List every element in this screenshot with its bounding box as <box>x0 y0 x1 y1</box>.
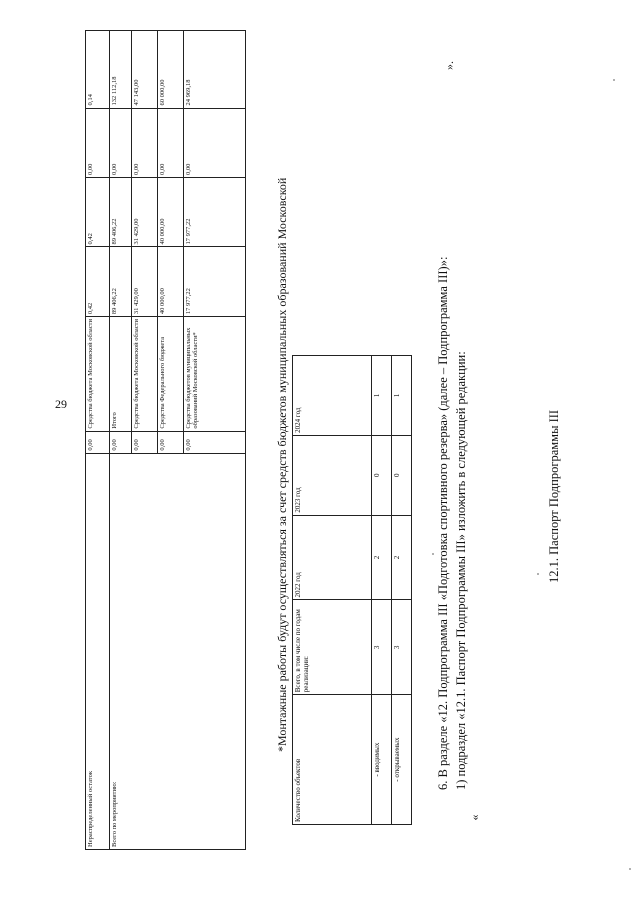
table-cell: 0,00 <box>158 431 184 453</box>
section-heading: 12.1. Паспорт Подпрограммы III <box>547 409 561 583</box>
table-row <box>371 356 391 825</box>
table-cell: 0,00 <box>86 431 110 453</box>
table-cell: 89 406,22 <box>110 177 132 247</box>
table-row <box>391 356 411 825</box>
table-cell: 24 969,18 <box>184 31 246 109</box>
table-cell: 0,00 <box>86 108 110 177</box>
scan-speck <box>537 573 539 575</box>
table-cell: 0,00 <box>110 431 132 453</box>
table-cell: Средства бюджета Московской области <box>86 317 110 432</box>
table-cell: 89 406,22 <box>110 247 132 317</box>
table-cell: Итого <box>110 317 132 432</box>
scan-speck <box>629 868 631 870</box>
table-cell: 0,42 <box>86 247 110 317</box>
section6-line1: 6. В разделе «12. Подпрограмма III «Подготовка спортивного резерва» (далее – Подпрограмма III)»: <box>436 256 450 790</box>
table-cell: - открываемых <box>391 695 411 825</box>
table-header: 2024 год <box>293 356 372 436</box>
table-cell: 3 <box>391 600 411 695</box>
budget-table-block <box>85 30 246 850</box>
table-cell: - вводимых <box>371 695 391 825</box>
objects-table <box>292 355 412 825</box>
footnote: *Монтажные работы будут осуществляться за счет средств бюджетов муниципальных образований Московской <box>275 177 289 752</box>
table-cell: 2 <box>391 515 411 600</box>
table-header-row <box>293 356 372 825</box>
table-cell: 0 <box>391 435 411 515</box>
scan-speck <box>613 79 615 81</box>
table-cell: 0 <box>371 435 391 515</box>
table-header: 2022 год <box>293 515 372 600</box>
table-cell: 40 000,00 <box>158 177 184 247</box>
table-row <box>110 31 132 850</box>
table-cell: 47 143,00 <box>132 31 158 109</box>
table-cell: Средства бюджетов муниципальных образований Московской области* <box>184 317 246 432</box>
table-cell: 40 000,00 <box>158 247 184 317</box>
table-cell: 17 977,22 <box>184 247 246 317</box>
table-cell: 0,00 <box>110 108 132 177</box>
table-cell: 0,00 <box>132 431 158 453</box>
table-cell: 0,00 <box>132 108 158 177</box>
table-header: 2023 год <box>293 435 372 515</box>
table-cell: 0,14 <box>86 31 110 109</box>
table-cell: 0,00 <box>184 108 246 177</box>
table-cell: 60 000,00 <box>158 31 184 109</box>
scan-speck <box>432 553 434 555</box>
budget-table <box>85 30 246 850</box>
table-cell: 0,42 <box>86 177 110 247</box>
page-number: 29 <box>55 397 67 411</box>
table-row <box>86 31 110 850</box>
table-cell: 1 <box>391 356 411 436</box>
opening-quote: « <box>467 814 482 821</box>
table-cell: 2 <box>371 515 391 600</box>
table-cell: 0,00 <box>184 431 246 453</box>
table-header: Количество объектов <box>293 695 372 825</box>
table-cell: Всего по мероприятию: <box>110 453 246 849</box>
table-cell: 17 977,22 <box>184 177 246 247</box>
table-cell: 0,00 <box>158 108 184 177</box>
table-cell: Нераспределенный остаток <box>86 453 110 849</box>
table-cell: 132 112,18 <box>110 31 132 109</box>
table-header: Всего, в том числе по годам реализации: <box>293 600 372 695</box>
table-cell: Средства Федерального бюджета <box>158 317 184 432</box>
table-cell: 31 429,00 <box>132 177 158 247</box>
table-cell: 1 <box>371 356 391 436</box>
closing-quote: ». <box>442 61 456 70</box>
table-cell: 3 <box>371 600 391 695</box>
section6-line2: 1) подраздел «12.1. Паспорт Подпрограммы III» изложить в следующей редакции: <box>454 351 468 790</box>
table-cell: 31 429,00 <box>132 247 158 317</box>
objects-table-block <box>292 355 412 825</box>
table-cell: Средства бюджета Московской области <box>132 317 158 432</box>
